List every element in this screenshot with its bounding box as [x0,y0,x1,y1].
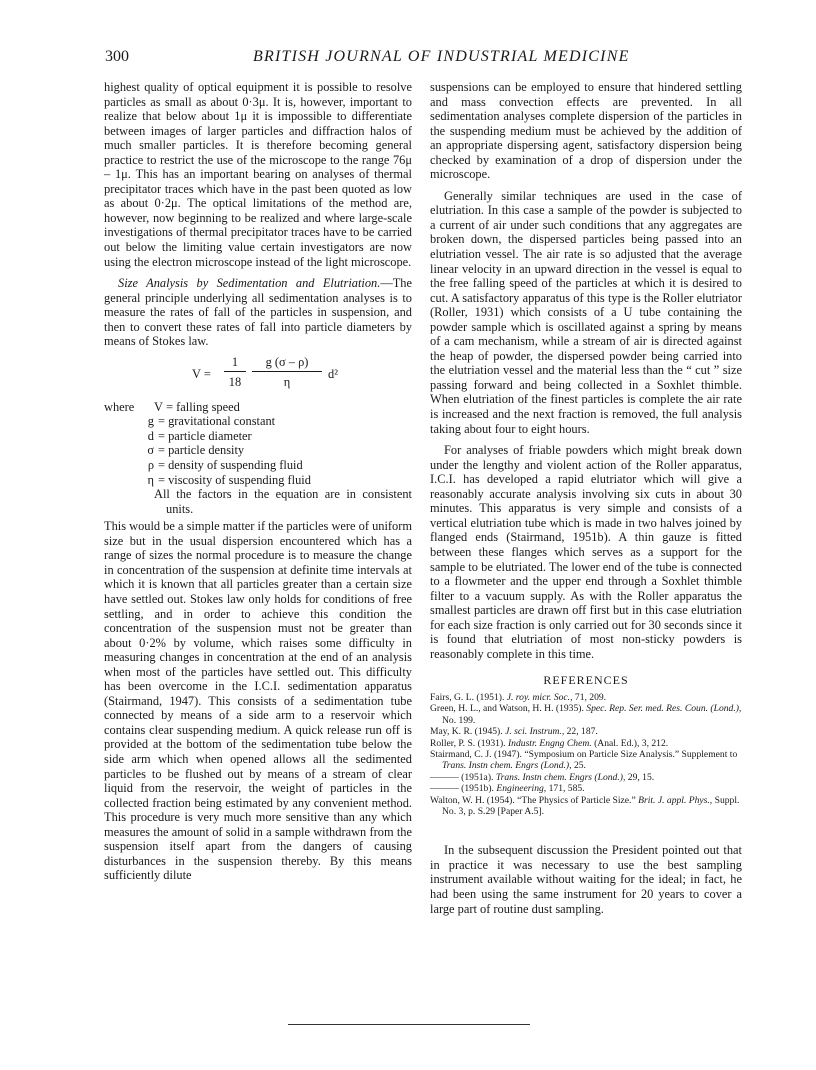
equation-num-1: 1 [231,354,239,369]
ref-author: ——— (1951a). [430,771,494,783]
paragraph-discussion: In the subsequent discussion the President pointed out that in practice it was necessary to use the best sampling instrument available without waiting for the ideal; in fact, he had been using the same instrument for 20 years to cover a large part of routine dust sampling. [430,843,742,916]
def-sym: V [154,399,163,414]
ref-journal: J. roy. micr. Soc., [506,691,573,703]
definition-row [104,429,412,444]
ref-detail: 29, 15. [627,771,655,783]
reference-item [430,783,742,794]
def-desc: = particle density [158,443,245,458]
ref-journal: Brit. J. appl. Phys., [638,794,713,806]
definition-row [104,458,412,473]
end-rule [288,1024,530,1025]
reference-item [430,749,742,772]
def-sym: d [147,428,154,443]
sedimentation-intro-text: —The general principle underlying all sedimentation analyses is to measure the rates of fall of the particles in suspension, and then to convert these rates of fall into particle diameters by means of Stokes law. [104,276,412,349]
def-desc: = gravitational constant [158,414,276,429]
ref-detail: 22, 187. [566,726,598,738]
paragraph-rapid-elutriator: For analyses of friable powders which might break down under the lengthy and violent action of the Roller apparatus, I.C.I. has developed a rapid elutriator which will give a reasonably accurate analysis involving six cuts in about 30 minutes. This apparatus is very simple and consists of a vertical elutriation tube which is made in two halves joined by flanged ends (Stairmand, 1951b). A thin gauze is fitted between these flanges which serves as a support for the sample to be elutriated. The lower end of the tube is connected to a flowmeter and the upper end through a Soxhlet thimble filter to a vacuum supply. As with the Roller apparatus the smallest particles are drawn off first but in this case elutriation for each size fraction is only carried out for 30 seconds since it is found that elutriation of most non-sticky powders is reasonably complete in this time. [430,443,742,661]
ref-journal: J. sci. Instrum., [505,726,565,738]
fraction-bar-1 [224,371,246,372]
ref-journal: Spec. Rep. Ser. med. Res. Coun. (Lond.), [586,703,742,715]
def-sym: σ [147,443,154,458]
equation-den-2: η [283,374,291,389]
reference-item [430,738,742,749]
ref-detail: 171, 585. [548,783,585,795]
def-desc: = particle diameter [158,428,252,443]
reference-item [430,772,742,783]
paragraph-elutriation: Generally similar techniques are used in the case of elutriation. In this case a sample of the powder is subjected to a current of air under such conditions that any aggregates are broken down, the dispersed particles being passed into an elutriation vessel. The air rate is so adjusted that the average linear velocity in an upward direction in the vessel is equal to the free falling speed of the particles at which it is desired to cut. A satisfactory apparatus of this type is the Roller elutriator (Roller, 1931) which consists of a U tube containing the powder sample which is oscillated against a spring by means of a cam mechanism, while a stream of air is directed against the heap of powder, the dispersed powder being carried into the elutriation vessel and the material less than the “ cut ” size passing forward and being collected in a Soxhlet thimble. When elutriation of the finest particles is complete the air rate is increased and the next fraction is removed, the full analysis taking about four to eight hours. [430,188,742,436]
section-heading-sedimentation: Size Analysis by Sedimentation and Elutriation. [118,276,381,291]
definition-row [104,473,412,488]
references-heading: REFERENCES [543,673,629,688]
ref-detail: 71, 209. [574,691,607,703]
def-desc: = density of suspending fluid [158,458,303,473]
journal-title: BRITISH JOURNAL OF INDUSTRIAL MEDICINE [253,48,630,65]
ref-author: ——— (1951b). [430,783,494,795]
ref-detail: 25. [573,760,586,772]
def-sym: g [147,414,154,429]
reference-item [430,726,742,737]
def-desc: = viscosity of suspending fluid [158,472,311,487]
equation-num-2: g (σ – ρ) [265,354,309,369]
ref-detail: No. 199. [442,714,476,726]
references-list [430,692,742,817]
def-desc: = falling speed [166,399,240,414]
fraction-bar-2 [252,371,322,372]
ref-author: Green, H. L., and Watson, H. H. (1935). [430,703,584,715]
paragraph-microscope-limits: highest quality of optical equipment it is possible to resolve particles as small as about 0·3μ. It is, however, important to realize that below about 1μ it is impossible to differentiate between images of larger particles and diffraction halos of much smaller particles. It is therefore becoming general practice to restrict the use of the microscope to the range 76μ – 1μ. This has an important bearing on analyses of thermal precipitator traces which have in the past been quoted as low as about 0·2μ. The optical limitations of the method are, however, now beginning to be realized and where large-scale investigations of thermal precipitator traces have to be carried out below the limiting value certain investigators are now using the electron microscope instead of the light microscope. [104,80,412,269]
ref-author: Fairs, G. L. (1951). [430,691,505,703]
paragraph-dispersion: suspensions can be employed to ensure that hindered settling and mass convection effects are prevented. In all sedimentation analyses complete dispersion of the particles in the suspending medium must be achieved by the addition of an appropriate dispersing agent, satisfactory dispersion being checked by examination of a drop of dispersion under the microscope. [430,80,742,182]
ref-author: Roller, P. S. (1931). [430,737,506,749]
ref-journal: Industr. Engng Chem. [507,737,592,749]
ref-detail: Suppl. No. 3, p. S.29 [Paper A.5]. [442,794,740,817]
reference-item [430,692,742,703]
equation-den-1: 18 [228,374,242,389]
definition-row [104,414,412,429]
ref-author: Stairmand, C. J. (1947). “Symposium on Particle Size Analysis.” Supplement to [430,748,738,760]
where-label: where [104,399,135,414]
page-header [105,48,730,72]
right-column [430,80,742,916]
stokes-equation [104,352,412,398]
definition-row [104,400,412,415]
reference-item [430,795,742,818]
definition-row [104,443,412,458]
def-sym: η [147,472,154,487]
page-number: 300 [105,48,129,65]
ref-detail: (Anal. Ed.), 3, 212. [594,737,669,749]
variable-definitions [104,400,412,516]
units-note: All the factors in the equation are in consistent units. [154,487,412,516]
reference-item [430,703,742,726]
ref-journal: Engineering, [496,783,547,795]
ref-journal: Trans. Instn chem. Engrs (Lond.), [495,771,626,783]
def-sym: ρ [147,458,154,473]
paragraph-sedimentation-apparatus: This would be a simple matter if the particles were of uniform size but in the usual dispersion encountered which has a range of sizes the normal procedure is to measure the change in concentration of the suspension at definite time intervals at which it is known that all particles greater than a certain size have settled out. Stokes law only holds for conditions of free settling, and in order to achieve this condition the concentration of the suspension must not be greater than about 0·2% by volume, which raises some difficulty in measuring changes in concentration at the end of an analysis when most of the particles have settled out. This difficulty has been overcome in the I.C.I. sedimentation apparatus (Stairmand, 1947). This consists of a sedimentation tube connected by means of a side arm to a reservoir which contains clear suspending medium. A quick release run off is provided at the bottom of the sedimentation tube below the side arm which when opened allows all the sedimented particles to be flushed out by means of a stream of clear liquid from the reservoir, the weight of particles in the collected fraction being estimated by any convenient method. This procedure is very much more sensitive than any which measures the amount of solid in a sample withdrawn from the suspension itself apart from the dangers of causing disturbances in the suspension thereby. By this means sufficiently dilute [104,519,412,883]
ref-author: Walton, W. H. (1954). “The Physics of Particle Size.” [430,794,636,806]
paragraph-sedimentation-intro [104,276,412,349]
equation-tail: d² [328,366,338,381]
equation-lhs: V = [192,366,211,381]
ref-journal: Trans. Instn chem. Engrs (Lond.), [442,760,572,772]
left-column [104,80,412,883]
ref-author: May, K. R. (1945). [430,726,503,738]
